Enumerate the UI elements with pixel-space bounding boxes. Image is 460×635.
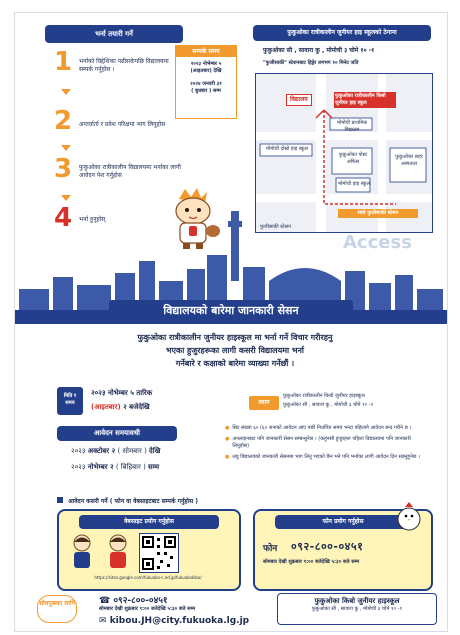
bullet-icon: ● xyxy=(225,454,230,460)
bullet-icon: ● xyxy=(225,425,230,431)
apply-method-row xyxy=(57,497,317,506)
map-label-elementary: मोमोची प्राथमिक विद्यालय xyxy=(336,120,368,133)
access-directions: "फुजीसाकी" स्टेशनबाट हिड्रेर लगभग १० मिनेट जति xyxy=(263,60,359,66)
period-start-suffix: देखि xyxy=(149,447,161,455)
session-day-row xyxy=(91,403,150,412)
map-label-post: फुकुओका पोस्ट अफिस xyxy=(338,152,368,165)
note-text: सिट संख्या ६० (६० जनाको आवेदन आए पछी निर्धारित समय भन्दा पहिलानै आवेदन बन्द गरीने छ । xyxy=(232,425,412,431)
step-1-text: भर्नाको विद्देशिका पढीसकेपछि विद्यालयमा सम्पर्क गर्नुहोस । xyxy=(79,58,169,73)
footer-phone[interactable]: ☎ ०९२-८००-०४५१ xyxy=(99,596,168,606)
access-title: फुकुओका रात्रीकालीन जुनीयर हाइ स्कूलको ठेगाना xyxy=(253,25,431,41)
step-3-number-box xyxy=(53,156,73,190)
bird-mascot-illustration xyxy=(395,501,423,531)
phone-box xyxy=(253,509,433,591)
note-text: लघु विद्यालयको जानकारी सेसनमा भाग लिनु भएको छैन भने पनि भर्नाका लागी आवेदन दिन सक्नुहुनेछ । xyxy=(232,454,420,460)
note-item xyxy=(225,425,425,432)
access-address: फुकुओका सी , सावारा कु , मोमोची ३ चोमे १० -१ xyxy=(263,47,375,54)
session-time: २ बजेदेखि xyxy=(123,403,150,411)
date-label-1: मिति र xyxy=(63,393,77,399)
web-title[interactable]: वेबसाइट प्रयोग गर्नुहोस xyxy=(79,515,219,529)
footer-school-name: फुकुओका किबो जुनीयर हाइस्कूल xyxy=(314,597,400,605)
steps-title: भर्ना तयारी गर्ने xyxy=(45,25,183,43)
footer-school-box xyxy=(277,593,437,625)
place-line-2: फुकुओका सी , सावारा कु , मोमोची ३ चोमे १० -१ xyxy=(283,402,374,408)
qr-code-icon[interactable] xyxy=(139,533,179,573)
footer-email[interactable]: kibou.JH@city.fukuoka.lg.jp xyxy=(109,616,250,626)
phone-label: फोन xyxy=(263,544,278,554)
contact-period-title: सम्पर्क समय xyxy=(176,46,236,57)
map-label-hospital: फुकुओका सहर अस्पताल xyxy=(395,154,423,167)
note-item xyxy=(225,454,425,461)
apply-method-text: आवेदन कसरी गर्ने ( फोन वा वेबसाइटबाट सम्पर्क गर्नुहोस ) xyxy=(68,498,198,505)
student-illustration xyxy=(103,533,133,573)
session-date: २०२३ नोभेम्बर ५ तारिक xyxy=(91,389,153,397)
map-school-note: फुकुओका रात्रीकालीन किबो जुनीयर हाइ स्कूल xyxy=(334,92,396,108)
step-3-text: फुकुओका रात्रीकालीन विद्यालयमा भर्नाका लागी आवेदन पेश गर्नुहोस xyxy=(79,164,181,179)
map-school-label: विद्यालय xyxy=(286,94,312,106)
student-illustration xyxy=(67,533,97,573)
notes-list xyxy=(225,425,425,461)
square-bullet-icon xyxy=(57,497,63,503)
mail-icon: ✉ xyxy=(99,616,107,626)
period-title: आवेदन समयावधी xyxy=(57,426,177,441)
step-3-number: 3 xyxy=(53,154,73,184)
arrow-down-icon xyxy=(61,195,71,201)
intro-line-2: भएका हुजुरहरूका लागी कसरी विद्यालयमा भर्ना xyxy=(166,346,304,355)
period-end-date: नोभेम्बर २ xyxy=(87,463,114,471)
footer-school-address: फुकुओका सी , सावारा कु , मोमोची ३ चोमे १० -१ xyxy=(311,606,403,612)
intro-text xyxy=(65,331,405,370)
period-start-date: अक्टोबर २ xyxy=(87,447,116,455)
access-watermark: Access xyxy=(343,232,412,253)
period-start-day: ( सोमबार ) xyxy=(117,447,147,455)
intro-line-3: गर्नेबारे र कक्षाको बारेमा व्याख्या गर्नेछौं । xyxy=(175,359,295,368)
arrow-down-icon xyxy=(61,145,71,151)
place-label: स्थान xyxy=(249,396,279,410)
contact-start-date: २०२३ नोभेम्बर ५ xyxy=(190,61,222,67)
map-label-station: फुजीसाकी स्टेसन xyxy=(260,224,291,230)
contact-start-day: (आइतबार) देखि xyxy=(190,68,222,74)
date-label-box xyxy=(57,387,83,415)
map-station-label: सब्वे फुजीसाकी स्टेसन xyxy=(338,209,418,218)
access-map xyxy=(255,73,433,233)
banner-title: विद्यालयको बारेमा जानकारी सेसन xyxy=(109,300,353,322)
period-end-year: २०२३ xyxy=(71,463,86,471)
step-2-text: अन्तर्वार्ता र प्रवेश परिक्षमा भाग लिनुहोस xyxy=(79,121,166,128)
contact-end-day: ( बुधबार ) सम्म xyxy=(191,88,221,94)
web-url[interactable]: https://sites.google.com/fukuoka-c.ed.jp/fukuokakibo/ xyxy=(94,575,202,580)
step-1-number: 1 xyxy=(53,47,73,77)
period-end-day: ( बिहिबार ) xyxy=(115,463,146,471)
period-start-year: २०२३ xyxy=(71,447,86,455)
phone-number[interactable]: ०९२-८००-०४५१ xyxy=(291,540,364,553)
period-end-suffix: सम्म xyxy=(148,463,160,471)
map-label-high2: मोमोची दोस्रो हाइ स्कूल xyxy=(265,146,309,152)
contact-period-box xyxy=(175,45,237,119)
phone-hours: सोमबार देखी शुक्रबार ९:०० बजेदेखि ५:३० बजे सम्म xyxy=(263,559,360,565)
contact-end-date: २०२४ जनवरी ३१ xyxy=(190,81,222,87)
intro-line-1: फुकुओका रात्रीकालीन जुनीयर हाइस्कूल मा भर्ना गर्ने विचार गरीरहनु xyxy=(137,333,333,342)
footer-contact-label: सोधपुछका लागि xyxy=(37,595,77,623)
footer-email-row[interactable] xyxy=(99,616,249,626)
step-4-text: भर्ना हुनुहोस् xyxy=(79,216,106,223)
session-day: (आइतबार) xyxy=(91,403,121,411)
step-1-number-box xyxy=(53,49,73,83)
note-item xyxy=(225,436,425,450)
bullet-icon: ● xyxy=(225,436,230,442)
phone-title: फोन प्रयोग गर्नुहोस xyxy=(275,515,411,529)
place-line-1: फुकुओका रात्रीकालीन किबो जुनीयर हाइस्कूल xyxy=(283,393,365,399)
arrow-down-icon xyxy=(61,89,71,95)
period-row-1 xyxy=(71,447,241,456)
flyer-sheet xyxy=(14,12,448,632)
step-2-number: 2 xyxy=(53,106,73,136)
map-label-highschool: मोमोची हाइ स्कूल xyxy=(338,181,370,187)
date-label-2: समय xyxy=(65,400,75,406)
step-4-number: 4 xyxy=(53,203,73,233)
period-row-2 xyxy=(71,463,241,472)
note-text: अनलाइनबाट पनि जानकारी सेसन सम्बन्धुनेछ । (कहुनसी हुजुरहरू पहिला विद्यालयमा पनि जानकारी लिनुहोस) xyxy=(232,436,411,449)
footer-phone-hours: सोमबार देखी शुक्रबार ९:०० बजेदेखि ५:३० बजे सम्म xyxy=(99,606,196,612)
web-box xyxy=(57,509,241,591)
step-2-number-box xyxy=(53,108,73,142)
